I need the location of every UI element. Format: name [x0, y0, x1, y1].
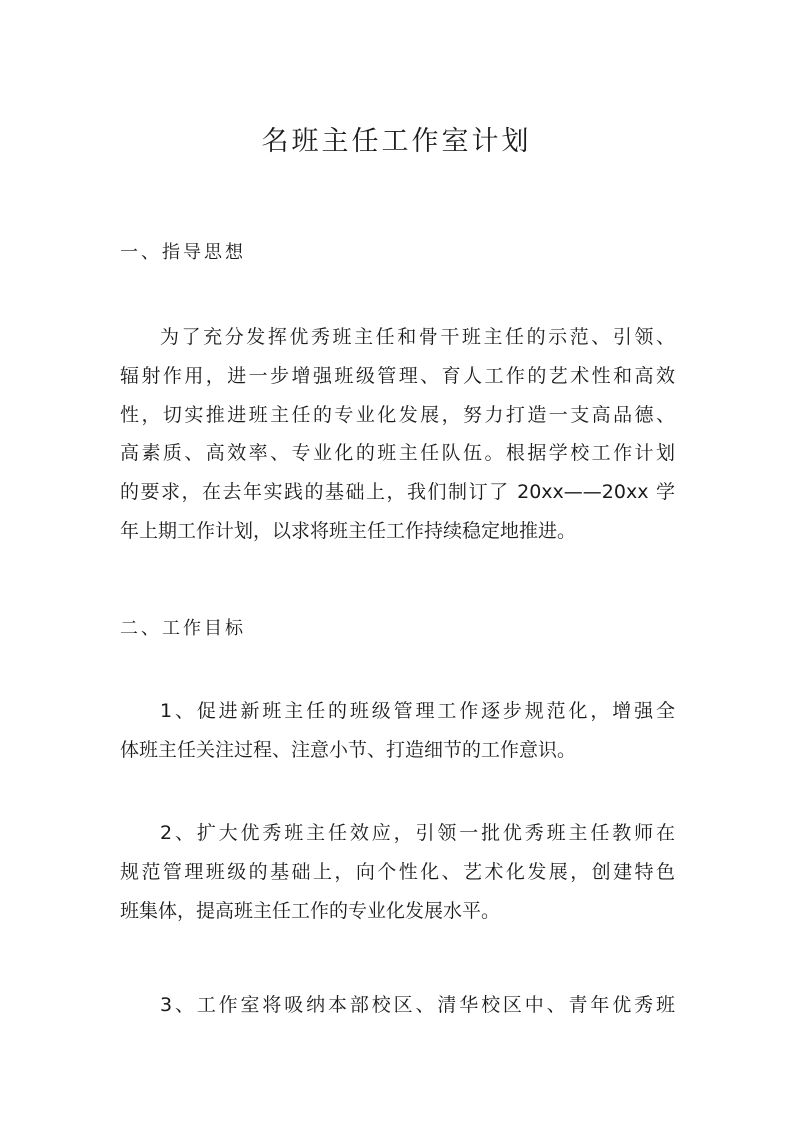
paragraph-goal-1 [120, 692, 675, 770]
paragraph-guiding-ideology [120, 318, 675, 551]
paragraph-line: 年上期工作计划，以求将班主任工作持续稳定地推进。 [120, 519, 577, 542]
section-heading-work-goals: 二、工作目标 [120, 618, 246, 639]
paragraph-line: 的要求，在去年实践的基础上，我们制订了 20xx——20xx 学 [120, 481, 675, 504]
paragraph-goal-2 [120, 814, 675, 930]
paragraph-line: 高素质、高效率、专业化的班主任队伍。根据学校工作计划 [120, 442, 675, 465]
paragraph-goal-3 [120, 986, 675, 1025]
paragraph-line: 1、促进新班主任的班级管理工作逐步规范化，增强全 [160, 700, 675, 722]
paragraph-line: 3、工作室将吸纳本部校区、清华校区中、青年优秀班 [160, 994, 675, 1016]
paragraph-line: 2、扩大优秀班主任效应，引领一批优秀班主任教师在 [160, 822, 675, 844]
paragraph-line: 辐射作用，进一步增强班级管理、育人工作的艺术性和高效 [120, 364, 675, 387]
paragraph-line: 为了充分发挥优秀班主任和骨干班主任的示范、引领、 [160, 326, 675, 348]
section-heading-guiding-ideology: 一、指导思想 [120, 242, 246, 263]
paragraph-line: 班集体，提高班主任工作的专业化发展水平。 [120, 899, 501, 922]
paragraph-line: 体班主任关注过程、注意小节、打造细节的工作意识。 [120, 738, 577, 761]
paragraph-line: 规范管理班级的基础上，向个性化、艺术化发展，创建特色 [120, 860, 675, 883]
paragraph-line: 性，切实推进班主任的专业化发展，努力打造一支高品德、 [120, 403, 675, 426]
document-title: 名班主任工作室计划 [261, 126, 532, 157]
